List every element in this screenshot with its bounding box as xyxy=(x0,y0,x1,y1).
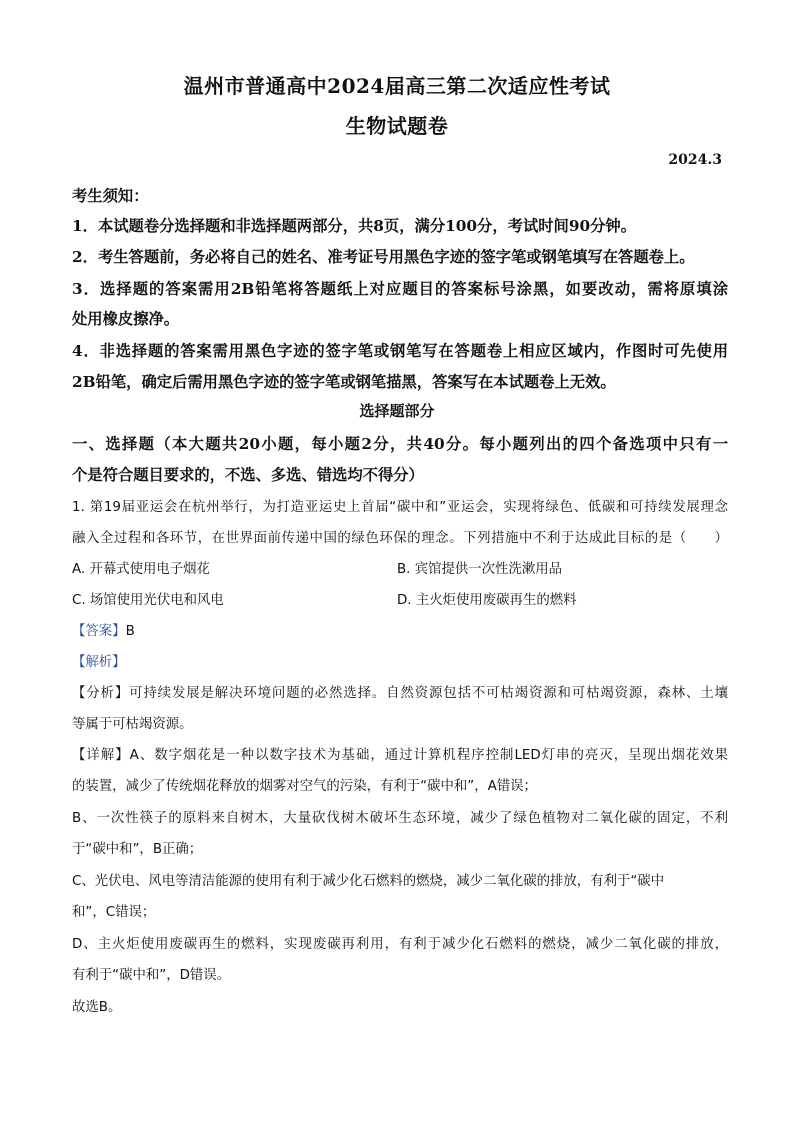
notice-item-1: 1．本试题卷分选择题和非选择题两部分，共8页，满分100分，考试时间90分钟。 xyxy=(72,217,637,235)
notice-item-4-cont: 2B铅笔，确定后需用黑色字迹的签字笔或钢笔描黑，答案写在本试题卷上无效。 xyxy=(72,373,616,391)
notice-item-2: 2．考生答题前，务必将自己的姓名、准考证号用黑色字迹的签字笔或钢笔填写在答题卷上。 xyxy=(72,248,695,266)
detail-line-b: B、一次性筷子的原料来自树木，大量砍伐树木破坏生态环境，减少了绿色植物对二氧化碳的固定，不利 xyxy=(72,811,728,826)
detail-line-b-cont: 于“碳中和”，B正确； xyxy=(72,842,203,857)
detail-line-a xyxy=(72,744,728,763)
notice-heading: 考生须知： xyxy=(72,187,149,205)
section-instruction-cont: 个是符合题目要求的，不选、多选、错选均不得分） xyxy=(72,466,424,484)
detail-line-d-cont: 有利于“碳中和”，D错误。 xyxy=(72,968,231,983)
option-d: D. 主火炬使用废碳再生的燃料 xyxy=(397,593,577,608)
xiangjie-label: 【详解】 xyxy=(72,748,130,763)
notice-item-3: 3．选择题的答案需用2B铅笔将答题纸上对应题目的答案标号涂黑，如要改动，需将原填涂 xyxy=(72,280,728,298)
analysis-label: 【解析】 xyxy=(72,655,126,670)
fenxi-line xyxy=(72,682,728,701)
detail-line-c: C、光伏电、风电等清洁能源的使用有利于减少化石燃料的燃烧，减少二氧化碳的排放，有利于“碳中 xyxy=(72,874,665,889)
exam-date: 2024.3 xyxy=(668,152,722,168)
final-choice: 故选B。 xyxy=(72,1000,122,1015)
detail-line-d: D、主火炬使用废碳再生的燃料，实现废碳再利用，有利于减少化石燃料的燃烧，减少二氧化碳的排放， xyxy=(72,937,728,952)
option-a: A. 开幕式使用电子烟花 xyxy=(72,562,210,577)
section-title: 选择题部分 xyxy=(359,402,435,420)
exam-title: 温州市普通高中2024届高三第二次适应性考试 xyxy=(183,74,611,98)
fenxi-line-cont: 等属于可枯竭资源。 xyxy=(72,717,193,732)
notice-item-3-cont: 处用橡皮擦净。 xyxy=(72,310,180,328)
detail-line-c-cont: 和”，C错误； xyxy=(72,905,156,920)
option-b: B. 宾馆提供一次性洗漱用品 xyxy=(397,562,562,577)
exam-subtitle: 生物试题卷 xyxy=(345,114,449,138)
option-c: C. 场馆使用光伏电和风电 xyxy=(72,593,224,608)
fenxi-label: 【分析】 xyxy=(72,686,130,701)
question-stem: 1. 第19届亚运会在杭州举行，为打造亚运史上首届“碳中和”亚运会，实现将绿色、低碳和可持续发展理念 xyxy=(72,500,728,515)
answer-label: 【答案】 xyxy=(72,624,126,639)
answer-value: B xyxy=(125,624,135,639)
fenxi-text: 可持续发展是解决环境问题的必然选择。自然资源包括不可枯竭资源和可枯竭资源，森林、土壤 xyxy=(129,686,729,701)
detail-line-a-cont: 的装置，减少了传统烟花释放的烟雾对空气的污染，有利于“碳中和”，A错误； xyxy=(72,779,537,794)
section-instruction: 一、选择题（本大题共20小题，每小题2分，共40分。每小题列出的四个备选项中只有一 xyxy=(72,435,728,453)
answer-line xyxy=(72,620,728,639)
notice-item-4: 4．非选择题的答案需用黑色字迹的签字笔或钢笔写在答题卷上相应区域内，作图时可先使用 xyxy=(72,342,728,360)
analysis-heading xyxy=(72,651,728,670)
detail-text-a: A、数字烟花是一种以数字技术为基础，通过计算机程序控制LED灯串的亮灭，呈现出烟花效果 xyxy=(129,748,729,763)
question-stem-cont: 融入全过程和各环节，在世界面前传递中国的绿色环保的理念。下列措施中不利于达成此目标的是（ ） xyxy=(72,531,728,546)
